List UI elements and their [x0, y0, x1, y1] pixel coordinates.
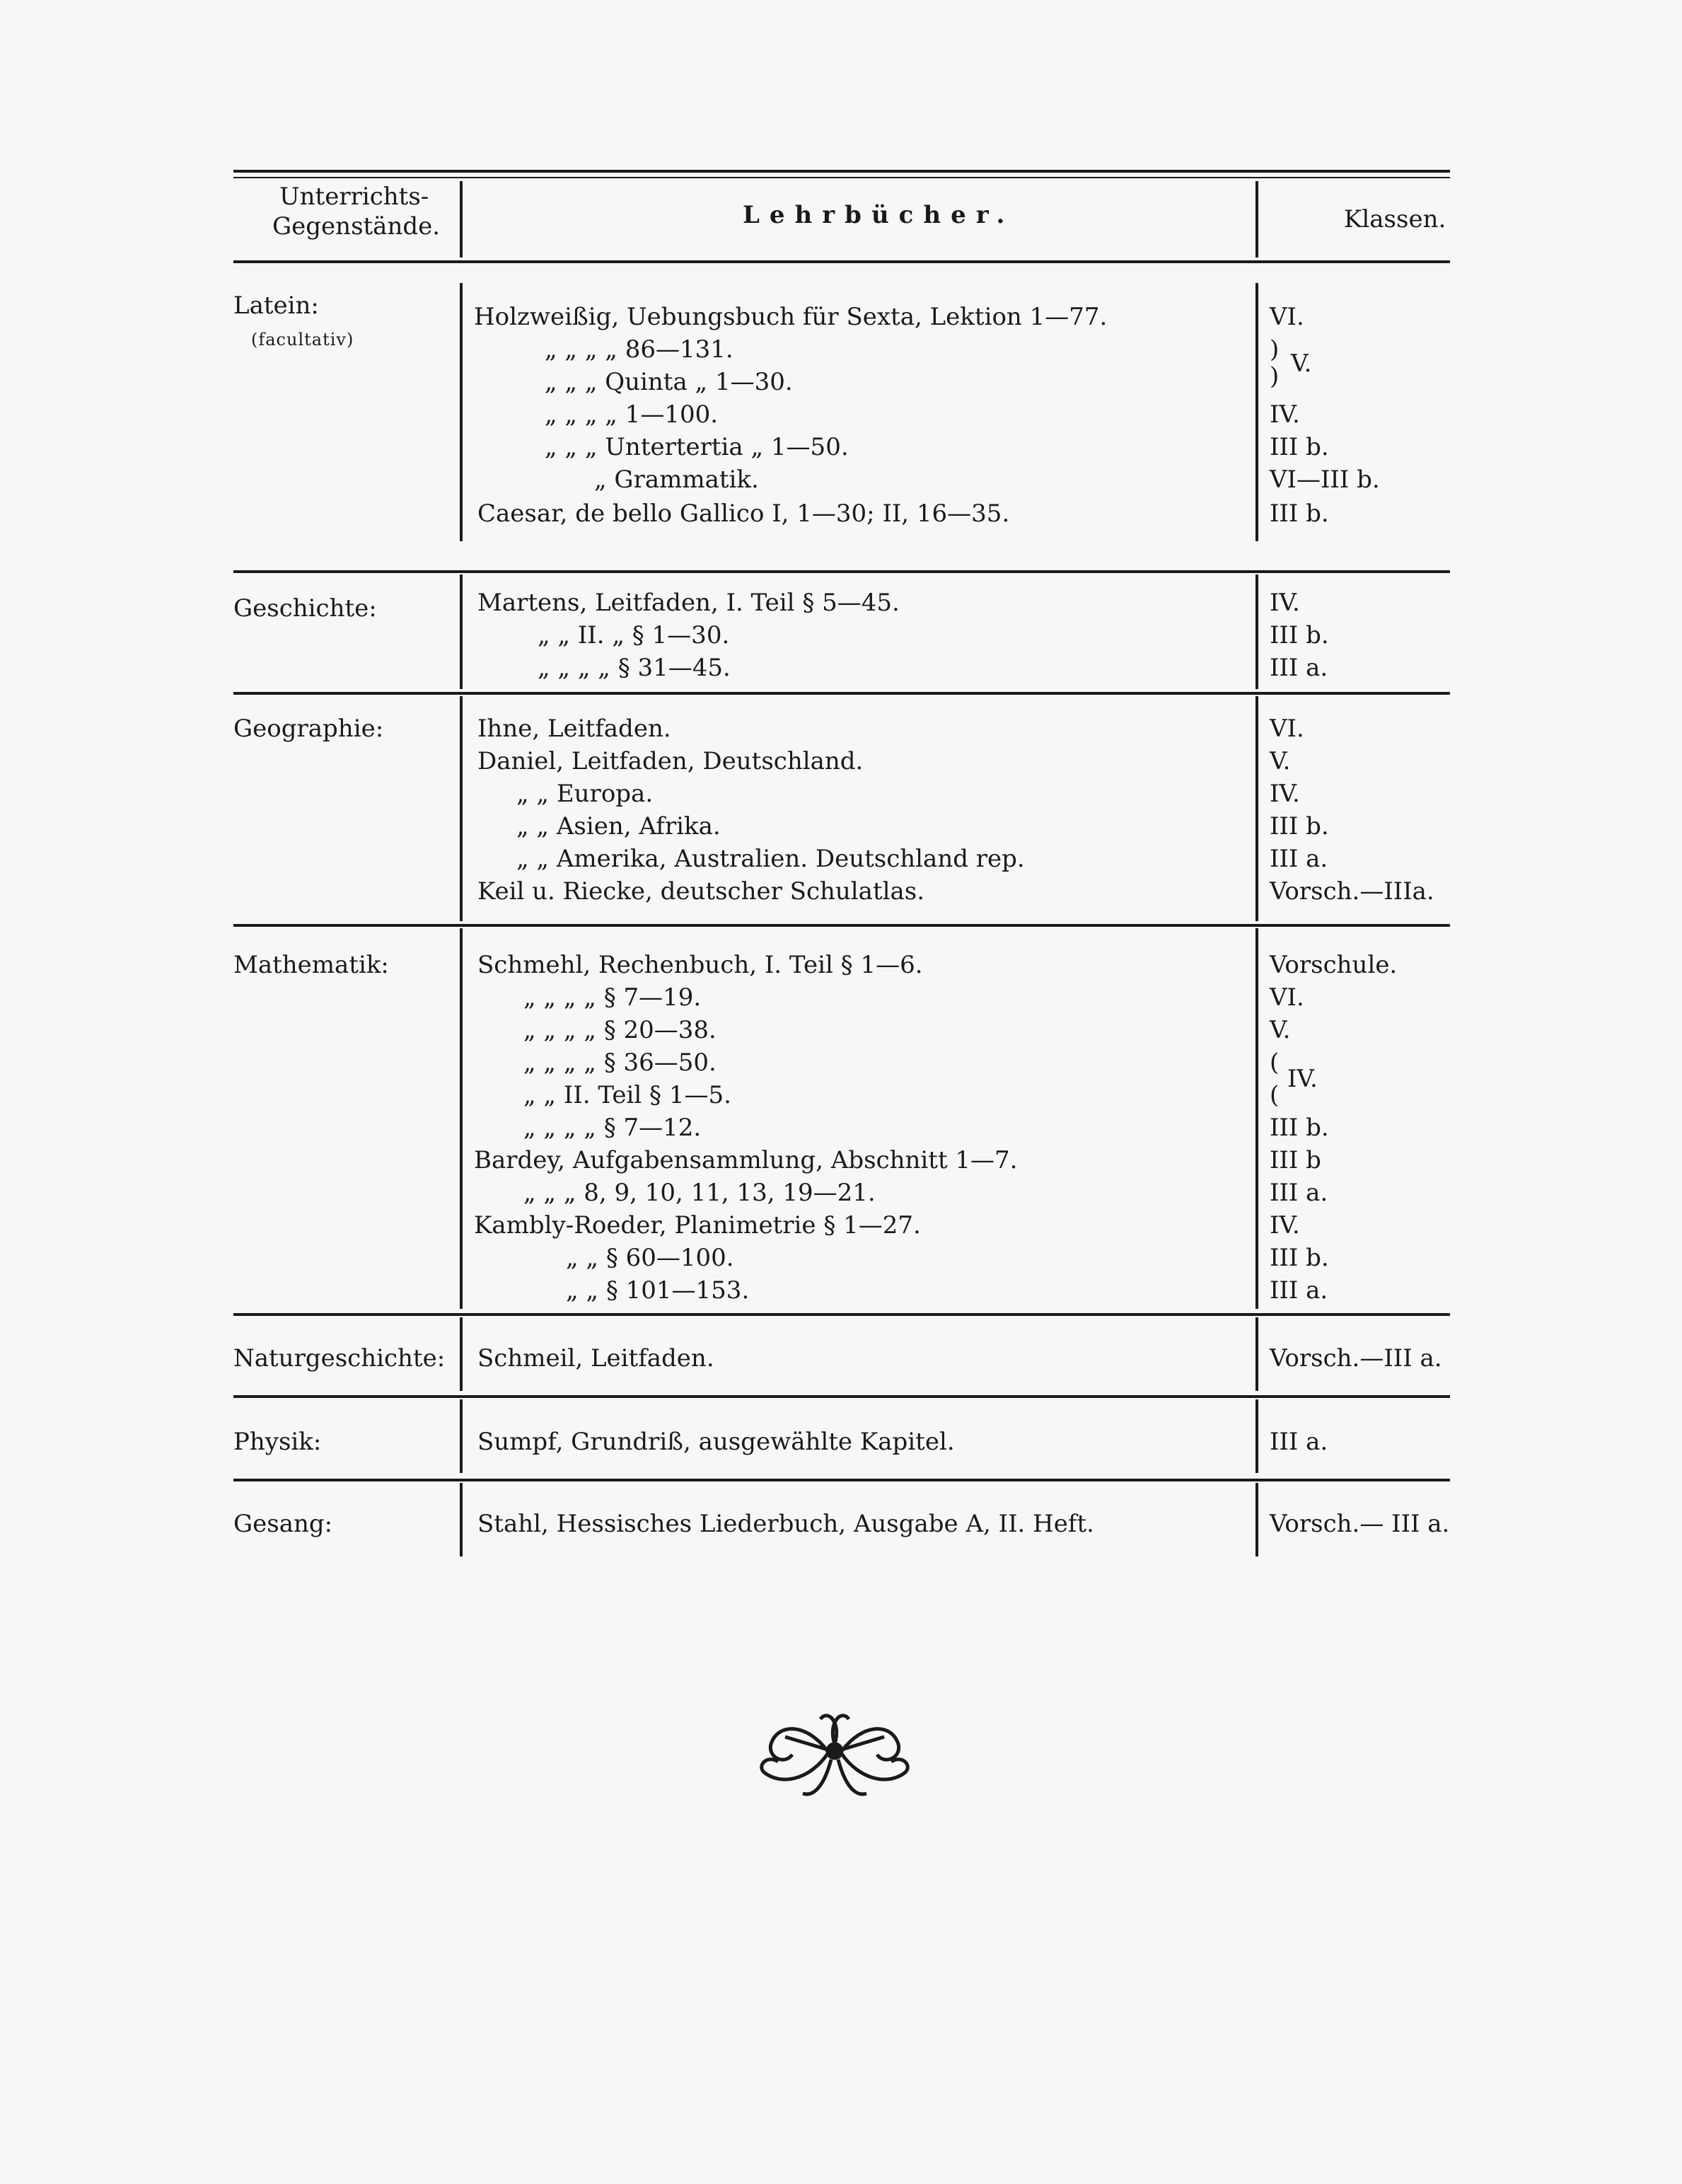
class-cell: IV. — [1270, 780, 1300, 808]
book-line: „ „ „ „ 1—100. — [545, 400, 719, 429]
class-cell: VI. — [1270, 715, 1304, 743]
col-divider-left — [460, 283, 463, 541]
book-line: „ „ II. „ § 1—30. — [538, 621, 730, 649]
book-line: „ „ § 101—153. — [566, 1276, 750, 1305]
class-cell: III b. — [1270, 499, 1329, 528]
class-bracket: ) — [1270, 362, 1280, 391]
subject-mathematik: Mathematik: — [233, 951, 389, 979]
top-rule-thin — [233, 177, 1450, 178]
col-divider-left — [460, 1483, 463, 1556]
book-line: Ihne, Leitfaden. — [477, 715, 671, 743]
book-line: Caesar, de bello Gallico I, 1—30; II, 16—35. — [477, 499, 1010, 528]
col-divider-right — [1255, 928, 1258, 1309]
subject-geographie: Geographie: — [233, 715, 384, 743]
book-line: „ „ II. Teil § 1—5. — [523, 1081, 731, 1109]
col-divider-right — [1255, 1317, 1258, 1391]
book-line: Bardey, Aufgabensammlung, Abschnitt 1—7. — [474, 1146, 1018, 1174]
class-cell: III a. — [1270, 654, 1328, 682]
book-line: „ „ „ „ § 20—38. — [523, 1016, 717, 1044]
book-line: „ „ „ „ § 36—50. — [523, 1048, 717, 1077]
class-cell: III b — [1270, 1146, 1321, 1174]
book-line: Stahl, Hessisches Liederbuch, Ausgabe A, II. Heft. — [477, 1510, 1094, 1538]
class-bracket: ( — [1270, 1081, 1280, 1109]
class-cell: VI. — [1270, 303, 1304, 331]
class-cell: III b. — [1270, 812, 1329, 840]
book-line: „ „ „ Untertertia „ 1—50. — [545, 433, 849, 461]
class-cell: VI—III b. — [1270, 466, 1380, 494]
class-cell: V. — [1291, 349, 1312, 378]
book-line: „ „ Amerika, Australien. Deutschland rep. — [516, 845, 1025, 873]
header-subject-line2: Gegenstände. — [272, 212, 441, 241]
class-cell: III b. — [1270, 1114, 1329, 1142]
book-line: „ „ „ „ 86—131. — [545, 335, 733, 364]
class-cell: III b. — [1270, 621, 1329, 649]
book-line: „ „ Asien, Afrika. — [516, 812, 721, 840]
book-line: „ „ „ „ § 31—45. — [538, 654, 731, 682]
header-classes: Klassen. — [1344, 205, 1446, 233]
class-cell: III a. — [1270, 1276, 1328, 1305]
header-books: Lehrbücher. — [743, 201, 1015, 229]
class-cell: IV. — [1270, 589, 1300, 617]
class-cell: IV. — [1270, 400, 1300, 429]
class-cell: Vorsch.—IIIa. — [1270, 877, 1434, 906]
class-cell: IV. — [1270, 1211, 1300, 1240]
book-line: Daniel, Leitfaden, Deutschland. — [477, 747, 864, 775]
section-rule — [233, 924, 1450, 927]
class-cell: Vorsch.— III a. — [1270, 1510, 1450, 1538]
section-rule — [233, 1313, 1450, 1316]
class-cell: Vorschule. — [1270, 951, 1398, 979]
col-divider-right — [1255, 696, 1258, 921]
class-bracket: ( — [1270, 1048, 1280, 1077]
section-rule — [233, 1479, 1450, 1481]
col-divider-right — [1255, 1483, 1258, 1556]
col-divider-right — [1255, 283, 1258, 541]
decorative-ornament-icon — [743, 1694, 927, 1808]
subject-physik: Physik: — [233, 1428, 322, 1456]
class-cell: III a. — [1270, 1428, 1328, 1456]
book-line: „ „ „ Quinta „ 1—30. — [545, 368, 793, 396]
class-cell: V. — [1270, 747, 1291, 775]
col-divider-left — [460, 574, 463, 689]
class-bracket: ) — [1270, 335, 1280, 364]
col-divider-left — [460, 696, 463, 921]
class-cell: IV. — [1287, 1065, 1318, 1093]
class-cell: III b. — [1270, 1244, 1329, 1272]
col-divider-left — [460, 181, 463, 258]
subject-latein: Latein: — [233, 291, 319, 320]
col-divider-right — [1255, 1399, 1258, 1473]
class-cell: V. — [1270, 1016, 1291, 1044]
section-rule — [233, 692, 1450, 695]
class-cell: Vorsch.—III a. — [1270, 1344, 1442, 1373]
class-cell: III a. — [1270, 845, 1328, 873]
book-line: Holzweißig, Uebungsbuch für Sexta, Lektion 1—77. — [474, 303, 1108, 331]
book-line: „ „ „ „ § 7—19. — [523, 983, 702, 1012]
header-rule — [233, 260, 1450, 263]
col-divider-left — [460, 1399, 463, 1473]
book-line: Martens, Leitfaden, I. Teil § 5—45. — [477, 589, 900, 617]
book-line: Keil u. Riecke, deutscher Schulatlas. — [477, 877, 925, 906]
book-line: „ Grammatik. — [594, 466, 759, 494]
book-line: „ „ § 60—100. — [566, 1244, 734, 1272]
book-line: „ „ „ 8, 9, 10, 11, 13, 19—21. — [523, 1179, 876, 1207]
book-line: Kambly-Roeder, Planimetrie § 1—27. — [474, 1211, 921, 1240]
col-divider-left — [460, 928, 463, 1309]
book-line: Sumpf, Grundriß, ausgewählte Kapitel. — [477, 1428, 955, 1456]
class-cell: III b. — [1270, 433, 1329, 461]
book-line: Schmeil, Leitfaden. — [477, 1344, 714, 1373]
col-divider-right — [1255, 181, 1258, 258]
subject-gesang: Gesang: — [233, 1510, 333, 1538]
class-cell: III a. — [1270, 1179, 1328, 1207]
section-rule — [233, 1395, 1450, 1398]
section-rule — [233, 570, 1450, 573]
book-line: „ „ „ „ § 7—12. — [523, 1114, 702, 1142]
header-subject-line1: Unterrichts- — [279, 183, 429, 211]
subject-geschichte: Geschichte: — [233, 594, 377, 623]
class-cell: VI. — [1270, 983, 1304, 1012]
col-divider-right — [1255, 574, 1258, 689]
subject-latein-note: (facultativ) — [251, 330, 354, 349]
top-rule — [233, 170, 1450, 173]
book-line: „ „ Europa. — [516, 780, 654, 808]
book-line: Schmehl, Rechenbuch, I. Teil § 1—6. — [477, 951, 923, 979]
subject-naturgeschichte: Naturgeschichte: — [233, 1344, 446, 1373]
col-divider-left — [460, 1317, 463, 1391]
